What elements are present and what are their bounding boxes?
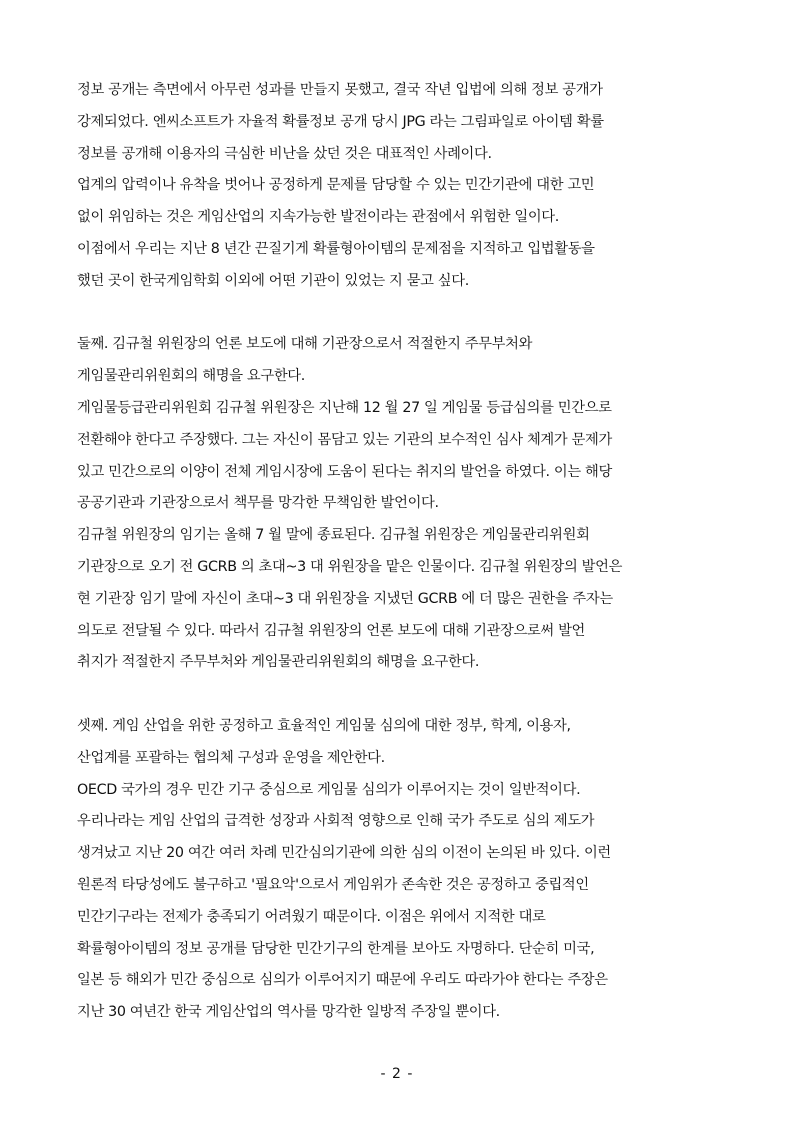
text-line: OECD 국가의 경우 민간 기구 중심으로 게임물 심의가 이루어지는 것이 일반적이다. — [77, 781, 581, 798]
text-line: 게임물등급관리위원회 김규철 위원장은 지난해 12 월 27 일 게임물 등급심의를 민간으로 — [77, 399, 612, 416]
text-line: 전환해야 한다고 주장했다. 그는 자신이 몸담고 있는 기관의 보수적인 심사 체계가 문제가 — [77, 431, 612, 448]
text-line: 취지가 적절한지 주무부처와 게임물관리위원회의 해명을 요구한다. — [77, 654, 480, 671]
text-line: 민간기구라는 전제가 충족되기 어려웠기 때문이다. 이점은 위에서 지적한 대로 — [77, 908, 546, 925]
text-line: 확률형아이템의 정보 공개를 담당한 민간기구의 한계를 보아도 자명하다. 단순히 미국, — [77, 940, 595, 957]
text-line: 우리나라는 게임 산업의 급격한 성장과 사회적 영향으로 인해 국가 주도로 심의 제도가 — [77, 813, 595, 830]
paragraph-1 — [77, 76, 722, 299]
text-line: 강제되었다. 엔씨소프트가 자율적 확률정보 공개 당시 JPG 라는 그림파일로 아이템 확률 — [77, 113, 604, 130]
text-line: 원론적 타당성에도 불구하고 '필요악'으로서 게임위가 존속한 것은 공정하고 중립적인 — [77, 876, 589, 893]
text-line: 없이 위임하는 것은 게임산업의 지속가능한 발전이라는 관점에서 위험한 일이다. — [77, 209, 559, 226]
text-line: 했던 곳이 한국게임학회 이외에 어떤 기관이 있었는 지 묻고 싶다. — [77, 272, 469, 289]
text-line: 의도로 전달될 수 있다. 따라서 김규철 위원장의 언론 보도에 대해 기관장으로써 발언 — [77, 622, 585, 639]
text-line: 이점에서 우리는 지난 8 년간 끈질기게 확률형아이템의 문제점을 지적하고 입법활동을 — [77, 240, 595, 257]
page-number: - 2 - — [380, 1066, 414, 1082]
paragraph-spacer — [77, 680, 722, 712]
section-heading-line: 둘째. 김규철 위원장의 언론 보도에 대해 기관장으로서 적절한지 주무부처와 — [77, 336, 533, 353]
text-line: 지난 30 여년간 한국 게임산업의 역사를 망각한 일방적 주장일 뿐이다. — [77, 1004, 500, 1021]
section-heading-line: 셋째. 게임 산업을 위한 공정하고 효율적인 게임물 심의에 대한 정부, 학계, 이용자, — [77, 717, 571, 734]
paragraph-3 — [77, 712, 722, 1030]
text-line: 생겨났고 지난 20 여간 여러 차례 민간심의기관에 의한 심의 이전이 논의된 바 있다. 이런 — [77, 845, 611, 862]
section-heading-line: 산업계를 포괄하는 협의체 구성과 운영을 제안한다. — [77, 749, 385, 766]
document-body — [77, 76, 722, 1030]
text-line: 정보 공개는 측면에서 아무런 성과를 만들지 못했고, 결국 작년 입법에 의해 정보 공개가 — [77, 82, 603, 98]
text-line: 업계의 압력이나 유착을 벗어나 공정하게 문제를 담당할 수 있는 민간기관에 대한 고민 — [77, 177, 595, 194]
text-line: 김규철 위원장의 임기는 올해 7 월 말에 종료된다. 김규철 위원장은 게임물관리위원회 — [77, 527, 590, 544]
text-line: 정보를 공개해 이용자의 극심한 비난을 샀던 것은 대표적인 사례이다. — [77, 145, 492, 162]
text-line: 기관장으로 오기 전 GCRB 의 초대~3 대 위원장을 맡은 인물이다. 김규철 위원장의 발언은 — [77, 558, 623, 575]
text-line: 공공기관과 기관장으로서 책무를 망각한 무책임한 발언이다. — [77, 495, 439, 512]
text-line: 일본 등 해외가 민간 중심으로 심의가 이루어지기 때문에 우리도 따라가야 한다는 주장은 — [77, 972, 608, 989]
section-heading-line: 게임물관리위원회의 해명을 요구한다. — [77, 368, 305, 385]
text-line: 있고 민간으로의 이양이 전체 게임시장에 도움이 된다는 취지의 발언을 하였다. 이는 해당 — [77, 463, 612, 480]
paragraph-spacer — [77, 299, 722, 331]
text-line: 현 기관장 임기 말에 자신이 초대~3 대 위원장을 지냈던 GCRB 에 더 많은 권한을 주자는 — [77, 590, 613, 607]
paragraph-2 — [77, 330, 722, 680]
